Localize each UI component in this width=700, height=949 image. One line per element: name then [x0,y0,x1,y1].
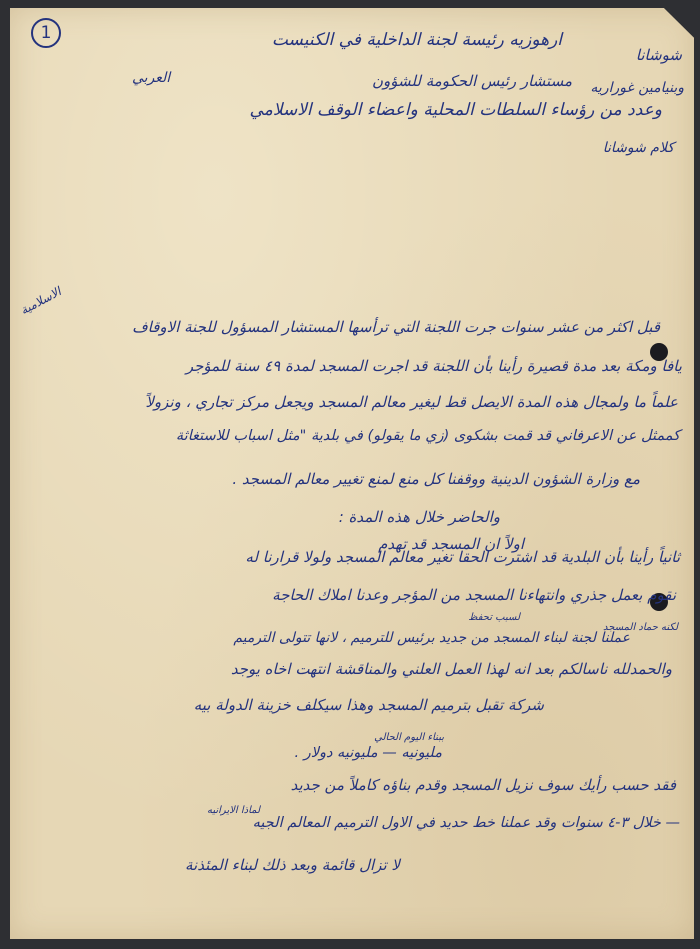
insert-note-4: لماذا الايرانيه [206,805,260,816]
body-line-16: لا تزال قائمة وبعد ذلك لبناء المئذنة [184,856,400,874]
insert-note-3: ببناء اليوم الحالي [374,732,444,743]
body-line-7: اولاً ان المسجد قد تهدم [378,535,524,553]
body-line-4: كممثل عن الاعرفاني قد قمت بشكوى (زي ما يقولو) في بلدية "مثل اسباب للاستغاثة [175,428,680,444]
body-line-9: نقوم بعمل جذري وانتهاءنا المسجد من المؤجر وعدنا املاك الحاجة [272,586,676,604]
body-line-11: والحمدلله ناسالكم بعد انه لهذا العمل العلني والمناقشة انتهت اخاه يوجد [230,660,672,678]
body-line-15: — خلال ٣-٤ سنوات وقد عملنا خط حديد في الاول الترميم المعالم الجيه [252,815,680,831]
body-line-3: علماً ما ولمجال هذه المدة الايصل قط ليغير معالم المسجد ويجعل مركز تجاري ، ونزولاً [145,393,678,411]
margin-note: الاسلامية [18,284,64,318]
body-line-10: عملنا لجنة لبناء المسجد من جديد برئيس للترميم ، لانها تتولى الترميم [233,630,630,646]
header-line-3-right: وبنيامين غوراريه [590,80,684,96]
page-number: 1 [31,18,61,48]
header-line-1: ارهوزيه رئيسة لجنة الداخلية في الكنيست [271,30,562,50]
body-line-14: فقد حسب رأيك سوف نزيل المسجد وقدم بناؤه كاملاً من جديد [290,776,676,794]
header-line-4: وعدد من رؤساء السلطات المحلية واعضاء الوقف الاسلامي [249,100,662,120]
body-line-1: قبل اكثر من عشر سنوات جرت اللجنة التي ترأسها المستشار المسؤول للجنة الاوقاف [132,318,660,336]
header-line-5: كلام شوشانا [602,140,674,156]
body-line-6: والحاضر خلال هذه المدة : [338,508,500,526]
insert-note-2: لكنه حماد المسجد [603,622,678,633]
body-line-12: شركة تقبل بترميم المسجد وهذا سيكلف خزينة الدولة بيه [193,696,544,714]
header-line-3-middle: مستشار رئيس الحكومة للشؤون [372,72,572,90]
body-line-13: مليونيه — مليونيه دولار . [294,745,442,761]
body-line-2: يافا ومكة بعد مدة قصيرة رأينا بأن اللجنة قد اجرت المسجد لمدة ٤٩ سنة للمؤجر [185,357,682,375]
body-line-8: ثانياً رأينا بأن البلدية قد اشترت الحقا تغير معالم المسجد ولولا قرارنا له [245,548,680,566]
body-line-5: مع وزارة الشؤون الدينية ووقفنا كل منع لمنع تغيير معالم المسجد . [232,470,640,488]
insert-note-1: لسبب تحفظ [468,612,520,623]
header-line-2: شوشانا [635,46,682,64]
header-line-3-left: العربي [132,70,171,86]
